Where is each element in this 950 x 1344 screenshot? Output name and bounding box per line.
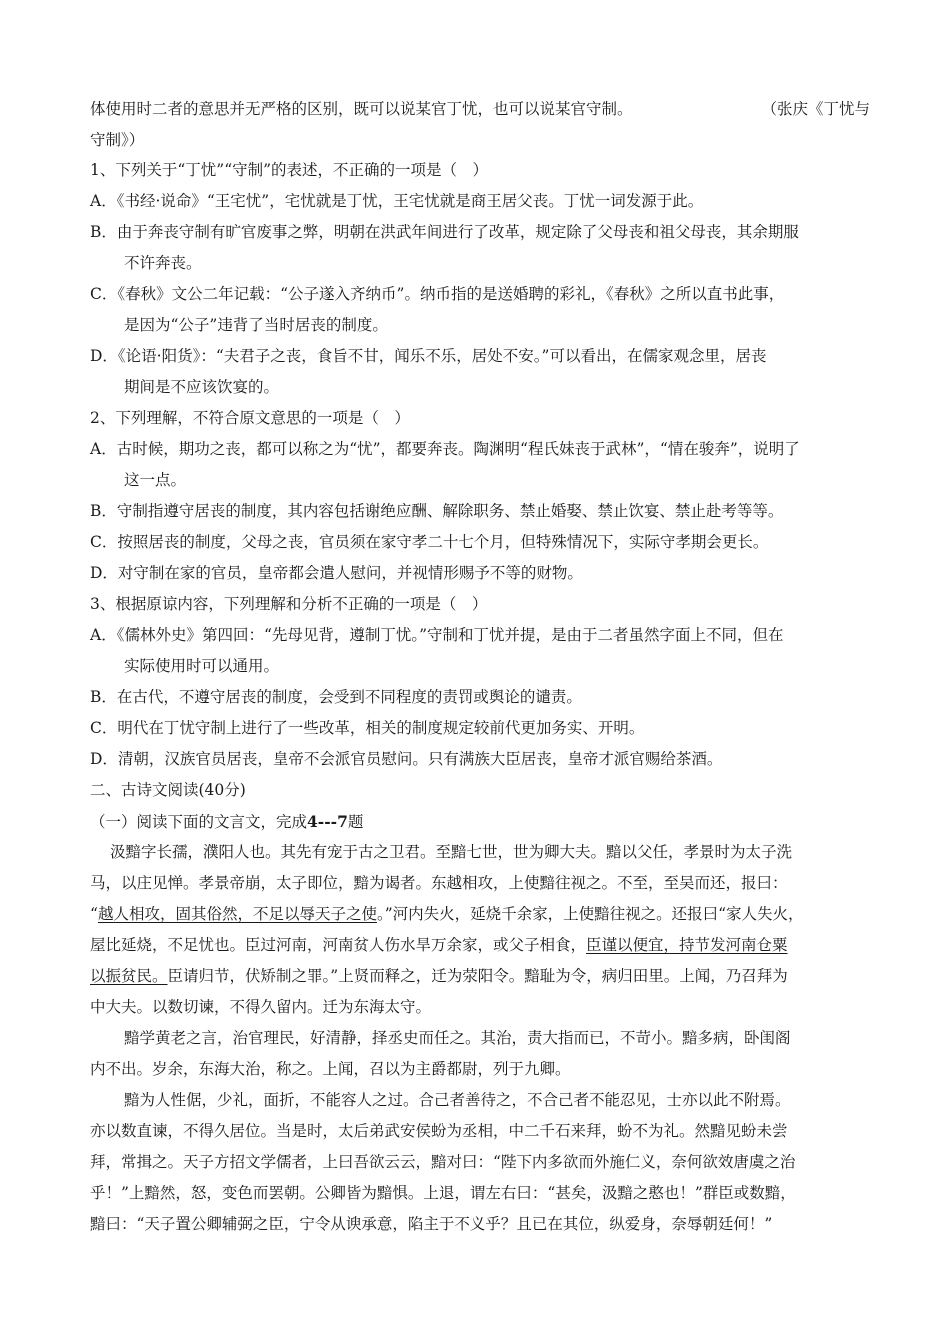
question-1-option-c: C．《春秋》文公二年记载：“公子遂入齐纳币”。纳币指的是送婚聘的彩礼，《春秋》之所以直书此事， — [90, 285, 785, 303]
intro-text: 体使用时二者的意思并无严格的区别，既可以说某官丁忧，也可以说某官守制。 — [90, 100, 633, 118]
question-3-option-d: D．清朝，汉族官员居丧，皇帝不会派官员慰问。只有满族大臣居丧，皇帝才派官赐给茶酒。 — [90, 750, 723, 768]
passage-text: 。”河内失火，延烧千余家，上使黯往视之。还报曰“家人失火， — [376, 905, 804, 923]
question-2-option-c: C．按照居丧的制度，父母之丧，官员须在家守孝二十七个月，但特殊情况下，实际守孝期会更长。 — [90, 533, 769, 551]
passage-p3-line-2: 亦以数直谏，不得久居位。当是时，太后弟武安侯蚡为丞相，中二千石来拜，蚡不为礼。然黯见蚡未尝 — [90, 1122, 788, 1140]
question-1-option-d-cont: 期间是不应该饮宴的。 — [124, 378, 280, 396]
intro-line-1 — [90, 94, 870, 125]
passage-p3-line-4: 乎！”上黯然，怒，变色而罢朝。公卿皆为黯惧。上退，谓左右曰：“甚矣，汲黯之憨也！”群臣或数黯， — [90, 1184, 796, 1202]
passage-p3-line-3: 拜，常揖之。天子方招文学儒者，上曰吾欲云云，黯对曰：“陛下内多欲而外施仁义，奈何欲效唐虞之治 — [90, 1153, 796, 1171]
subtitle-prefix: （一）阅读下面的文言文，完成 — [90, 813, 308, 831]
question-2-option-d: D．对守制在家的官员，皇帝都会遣人慰问，并视情形赐予不等的财物。 — [90, 564, 583, 582]
question-3-option-a-cont: 实际使用时可以通用。 — [124, 657, 280, 675]
subtitle-suffix: 题 — [347, 813, 364, 831]
section-title: 二、古诗文阅读(40分) — [90, 781, 246, 799]
question-1-option-b: B．由于奔丧守制有旷官废事之弊，明朝在洪武年间进行了改革，规定除了父母丧和祖父母丧，其余期服 — [90, 223, 799, 241]
underlined-sentence-2-cont: 以振贫民。 — [90, 967, 168, 985]
question-2-stem: 2、下列理解，不符合原文意思的一项是（ ） — [90, 409, 410, 427]
underlined-sentence-1: 越人相攻，固其俗然，不足以辱天子之使 — [97, 905, 377, 923]
passage-p1-line-3 — [90, 899, 870, 930]
passage-p1-line-6: 中大夫。以数切谏，不得久留内。迁为东海太守。 — [90, 998, 432, 1016]
passage-p3-line-5: 黯曰：“天子置公卿辅弼之臣，宁令从谀承意，陷主于不义乎？且已在其位，纵爱身，奈辱朝廷何！” — [90, 1215, 773, 1233]
passage-p1-line-5 — [90, 961, 870, 992]
question-2-option-a: A．古时候，期功之丧，都可以称之为“忧”，都要奔丧。陶渊明“程氏妹丧于武林”，“情在骏奔”，说明了 — [90, 440, 800, 458]
passage-p2-line-1: 黯学黄老之言，治官理民，好清静，择丞史而任之。其治，责大指而已，不苛小。黯多病，卧闺阁 — [124, 1029, 791, 1047]
passage-p2-line-2: 内不出。岁余，东海大治，称之。上闻，召以为主爵都尉，列于九卿。 — [90, 1060, 571, 1078]
passage-p1-line-1: 汲黯字长孺，濮阳人也。其先有宠于古之卫君。至黯七世，世为卿大夫。黯以父任，孝景时为太子洗 — [110, 843, 793, 861]
passage-p1-line-2: 马，以庄见惮。孝景帝崩，太子即位，黯为谒者。东越相攻，上使黯往视之。不至，至吴而还，报曰： — [90, 874, 788, 892]
quote-open: “ — [90, 905, 98, 923]
source-citation-end: 守制》） — [90, 131, 145, 149]
question-3-option-c: C．明代在丁忧守制上进行了一些改革，相关的制度规定较前代更加务实、开明。 — [90, 719, 645, 737]
question-1-option-a: A．《书经·说命》“王宅忧”，宅忧就是丁忧，王宅忧就是商王居父丧。丁忧一词发源于此。 — [90, 192, 704, 210]
question-1-stem: 1、下列关于“丁忧”“守制”的表述，不正确的一项是（ ） — [90, 161, 489, 179]
question-1-option-b-cont: 不许奔丧。 — [124, 254, 202, 272]
source-citation: （张庆《丁忧与 — [761, 100, 870, 118]
passage-text: 臣请归节，伏矫制之罪。”上贤而释之，迁为荥阳令。黯耻为令，病归田里。上闻，乃召拜为 — [167, 967, 788, 985]
question-3-stem: 3、根据原谅内容，下列理解和分析不正确的一项是（ ） — [90, 595, 488, 613]
passage-text: 屋比延烧，不足忧也。臣过河南，河南贫人伤水旱万余家，或父子相食， — [90, 936, 587, 954]
passage-p1-line-4 — [90, 930, 870, 961]
question-2-option-b: B．守制指遵守居丧的制度，其内容包括谢绝应酬、解除职务、禁止婚娶、禁止饮宴、禁止赴考等等。 — [90, 502, 784, 520]
intro-line-2 — [90, 125, 870, 156]
question-1-option-c-cont: 是因为“公子”违背了当时居丧的制度。 — [124, 316, 388, 334]
question-2-option-a-cont: 这一点。 — [124, 471, 187, 489]
underlined-sentence-2: 臣谨以便宜，持节发河南仓粟 — [586, 936, 788, 954]
subtitle-range: 4---7 — [307, 812, 348, 831]
question-1-option-d: D．《论语·阳货》：“夫君子之丧，食旨不甘，闻乐不乐，居处不安。”可以看出，在儒家观念里，居丧 — [90, 347, 767, 365]
question-3-option-b: B．在古代，不遵守居丧的制度，会受到不同程度的责罚或舆论的谴责。 — [90, 688, 582, 706]
passage-p3-line-1: 黯为人性倨，少礼，面折，不能容人之过。合己者善待之，不合己者不能忍见，士亦以此不附焉。 — [124, 1091, 791, 1109]
section-subtitle — [90, 806, 870, 837]
question-3-option-a: A．《儒林外史》第四回：“先母见背，遵制丁忧。”守制和丁忧并提，是由于二者虽然字面上不同，但在 — [90, 626, 784, 644]
